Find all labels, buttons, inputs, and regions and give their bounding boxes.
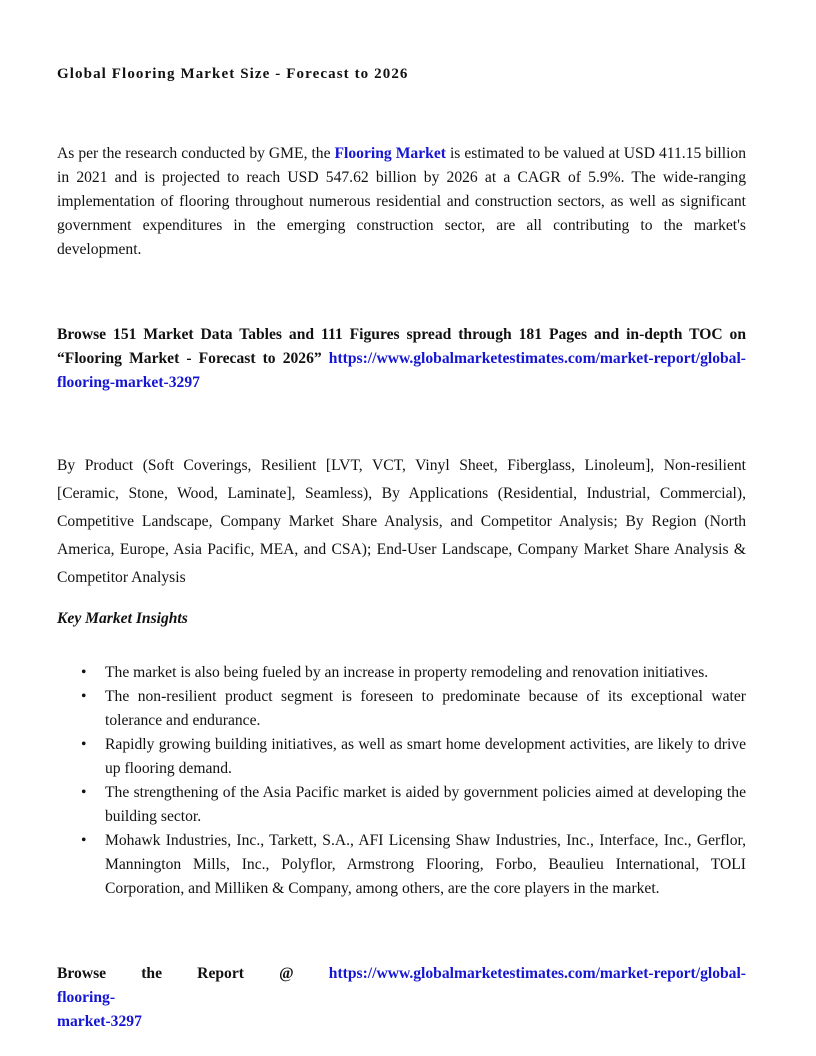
list-item (57, 829, 746, 901)
bullet-icon: • (81, 688, 87, 705)
intro-paragraph (57, 142, 746, 262)
list-item-text: The non-resilient product segment is foreseen to predominate because of its exceptional water tolerance and endurance. (105, 688, 746, 729)
browse-text: Browse 151 Market Data Tables and 111 Figures spread through 181 Pages and in-depth TOC on “Flooring Market - Forecast to 2026” (57, 326, 746, 367)
browse-report-link-cont[interactable]: market-3297 (57, 1013, 142, 1030)
key-insights-heading: Key Market Insights (57, 610, 188, 627)
browse-report-link[interactable]: https://www.globalmarketestimates.com/market-report/global-flooring- (57, 965, 746, 1006)
flooring-market-link[interactable]: Flooring Market (334, 145, 446, 162)
list-item (57, 781, 746, 829)
bullet-icon: • (81, 784, 87, 801)
list-item-text: The strengthening of the Asia Pacific market is aided by government policies aimed at developing the building sector. (105, 784, 746, 825)
list-item-text: Mohawk Industries, Inc., Tarkett, S.A., AFI Licensing Shaw Industries, Inc., Interface, Inc., Gerflor, Mannington Mills, Inc., Polyflor, Armstrong Flooring, Forbo, Beaulieu International, TOLI Corporation, and Milliken & Company, among others, are the core players in the market. (105, 832, 746, 897)
bullet-icon: • (81, 664, 87, 681)
list-item-text: Rapidly growing building initiatives, as well as smart home development activities, are likely to drive up flooring demand. (105, 736, 746, 777)
bullet-icon: • (81, 832, 87, 849)
insights-list (57, 661, 746, 901)
list-item-text: The market is also being fueled by an increase in property remodeling and renovation initiatives. (105, 664, 709, 681)
bullet-icon: • (81, 736, 87, 753)
intro-text-after: is estimated to be valued at USD 411.15 billion in 2021 and is projected to reach USD 547.62 billion by 2026 at a CAGR of 5.9%. The wide-ranging implementation of flooring throughout numerous residential and construction sectors, as well as significant government expenditures in the emerging construction sector, are all contributing to the market's development. (57, 145, 746, 258)
list-item (57, 661, 746, 685)
list-item (57, 733, 746, 781)
segments-paragraph: By Product (Soft Coverings, Resilient [LVT, VCT, Vinyl Sheet, Fiberglass, Linoleum], Non-resilient [Ceramic, Stone, Wood, Laminate], Seamless), By Applications (Residential, Industrial, Commercial), Competitive Landscape, Company Market Share Analysis, and Competitor Analysis; By Region (North America, Europe, Asia Pacific, MEA, and CSA); End-User Landscape, Company Market Share Analysis & Competitor Analysis (57, 457, 746, 586)
intro-text-before: As per the research conducted by GME, the (57, 145, 335, 162)
browse-report-text: Browse the Report @ (57, 965, 329, 982)
page-title: Global Flooring Market Size - Forecast to 2026 (57, 66, 409, 82)
browse-report-footer (57, 962, 746, 1034)
list-item (57, 685, 746, 733)
report-link[interactable]: https://www.globalmarketestimates.com/market-report/global-flooring-market-3297 (57, 350, 746, 391)
browse-paragraph (57, 323, 746, 395)
